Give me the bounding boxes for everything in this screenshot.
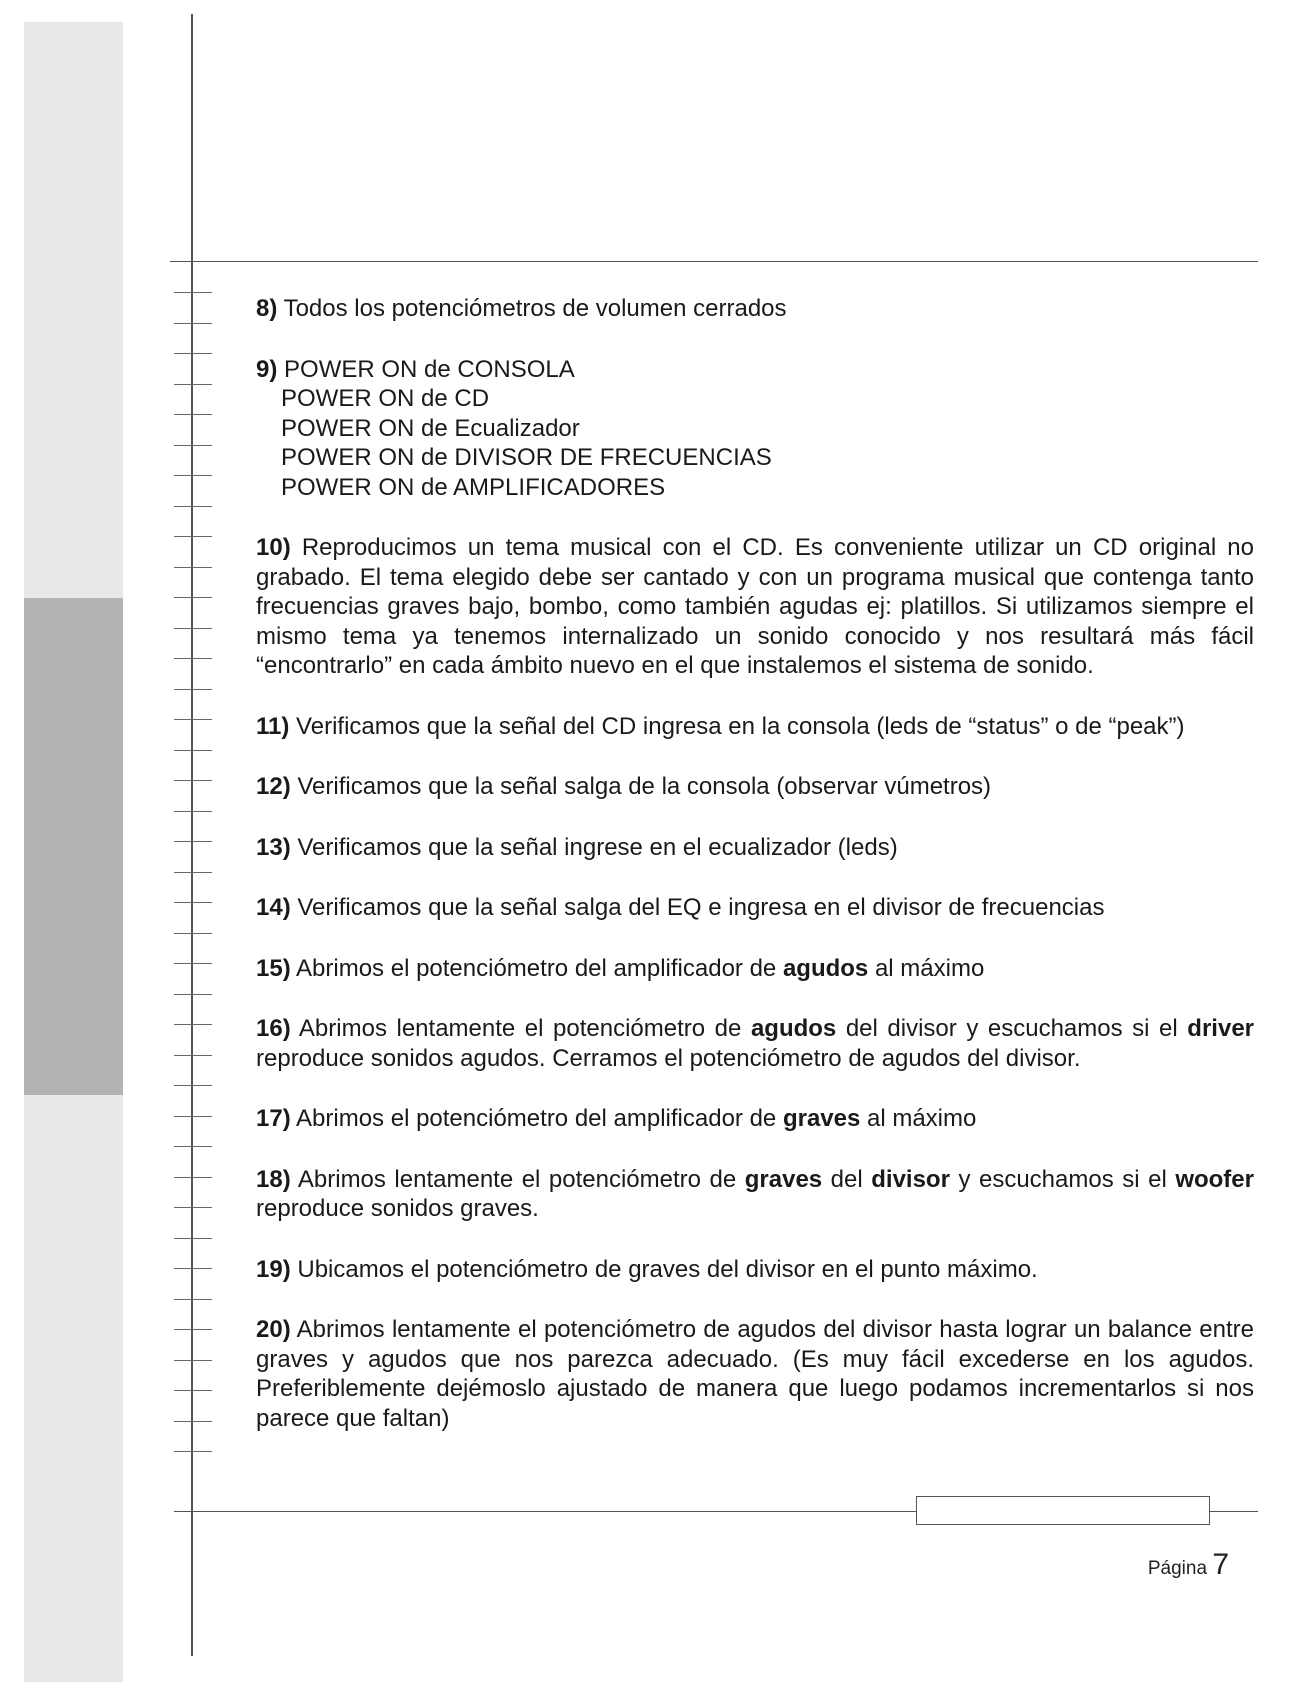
ruler-tick (174, 1390, 212, 1391)
step-number: 11) (256, 712, 290, 740)
step-text: Abrimos el potenciómetro del amplificador de (290, 1105, 783, 1132)
step-8 (256, 294, 1254, 324)
step-17 (256, 1104, 1254, 1134)
ruler-tick (174, 780, 212, 781)
step-text: Verificamos que la señal salga del EQ e ingresa en el divisor de frecuencias (290, 894, 1105, 921)
ruler-tick (174, 536, 212, 537)
step-text: del divisor y escuchamos si el (836, 1015, 1188, 1042)
step-20 (256, 1315, 1254, 1433)
step-11 (256, 712, 1254, 742)
ruler-tick (174, 963, 212, 964)
step-text: Abrimos lentamente el potenciómetro de agudos del divisor hasta lograr un balance entre graves y agudos que nos parezca adecuado. (Es muy fácil excederse en los agudos. Preferiblemente dejémoslo ajustado de manera que luego podamos incrementarlos si nos parece que faltan) (256, 1316, 1254, 1432)
step-text: al máximo (860, 1105, 977, 1132)
ruler-tick (174, 1451, 212, 1452)
step-text: al máximo (868, 954, 985, 982)
step-text: Abrimos lentamente el potenciómetro de (290, 1165, 745, 1193)
ruler-tick (174, 1299, 212, 1300)
step-text: y escuchamos si el (949, 1165, 1176, 1193)
step-12 (256, 772, 1254, 802)
ruler-tick (174, 1085, 212, 1086)
emphasis: graves (782, 1105, 861, 1132)
step-13 (256, 833, 1254, 863)
step-number: 13) (256, 833, 291, 861)
ruler-tick (174, 567, 212, 568)
ruler-tick (174, 353, 212, 354)
ruler-tick (174, 384, 212, 385)
ruler-tick (174, 658, 212, 659)
step-number: 17) (256, 1105, 291, 1132)
ruler-tick (174, 1055, 212, 1056)
ruler-tick (174, 1207, 212, 1208)
step-text: Todos los potenciómetros de volumen cerrados (277, 295, 787, 322)
step-text: Verificamos que la señal salga de la consola (observar vúmetros) (290, 773, 992, 800)
ruler-tick (174, 1024, 212, 1025)
step-10 (256, 533, 1254, 681)
step-number: 9) (256, 355, 278, 383)
ruler-tick (174, 1268, 212, 1269)
ruler-tick (174, 872, 212, 873)
step-text: reproduce sonidos agudos. Cerramos el potenciómetro de agudos del divisor. (256, 1044, 1081, 1072)
ruler-tick (174, 1146, 212, 1147)
emphasis: agudos (782, 954, 869, 982)
page-label: Página (1147, 1558, 1208, 1579)
ruler-tick (174, 1177, 212, 1178)
step-number: 14) (256, 894, 291, 921)
step-number: 16) (256, 1015, 291, 1042)
step-number: 12) (256, 773, 291, 800)
ruler-tick (174, 1329, 212, 1330)
top-rule (170, 261, 1258, 262)
side-accent-block (24, 598, 123, 1095)
step-text: Reproducimos un tema musical con el CD. Es conveniente utilizar un CD original no grabado. El tema elegido debe ser cantado y con un programa musical que contenga tanto frecuencias graves bajo, bombo, como también agudas ej: platillos. Si utilizamos siempre el mismo tema ya tenemos internalizado un sonido conocido y nos resultará más fácil “encontrarlo” en cada ámbito nuevo en el que instalemos el sistema de sonido. (256, 534, 1254, 679)
footer-box (916, 1496, 1210, 1525)
ruler-tick (174, 994, 212, 995)
step-number: 20) (256, 1316, 291, 1343)
step-9 (256, 355, 1254, 503)
step-text: Verificamos que la señal ingrese en el ecualizador (leds) (290, 833, 898, 861)
step-line: POWER ON de CD (281, 385, 490, 412)
step-line: POWER ON de DIVISOR DE FRECUENCIAS (281, 444, 772, 471)
ruler-tick (174, 811, 212, 812)
step-text: reproduce sonidos graves. (256, 1195, 539, 1222)
ruler-tick (174, 750, 212, 751)
ruler-tick (174, 323, 212, 324)
step-line: POWER ON de AMPLIFICADORES (281, 473, 666, 501)
step-19 (256, 1255, 1254, 1285)
step-15 (256, 954, 1254, 984)
page-number (1148, 1548, 1229, 1582)
step-number: 8) (256, 295, 278, 322)
step-18 (256, 1165, 1254, 1224)
step-16 (256, 1014, 1254, 1073)
ruler-tick (174, 841, 212, 842)
step-text: Verificamos que la señal del CD ingresa en la consola (leds de “status” o de “peak”) (289, 712, 1185, 740)
emphasis: woofer (1175, 1165, 1254, 1193)
step-number: 19) (256, 1255, 291, 1283)
step-number: 10) (256, 534, 291, 561)
ruler-tick (174, 506, 212, 507)
ruler-tick (174, 292, 212, 293)
ruler-tick (174, 445, 212, 446)
step-number: 15) (256, 954, 291, 982)
ruler-tick (174, 902, 212, 903)
ruler-tick (174, 475, 212, 476)
step-text: del (822, 1165, 872, 1193)
ruler-tick (174, 1116, 212, 1117)
instruction-list (256, 294, 1254, 1433)
step-text: Ubicamos el potenciómetro de graves del divisor en el punto máximo. (290, 1255, 1038, 1283)
emphasis: graves (744, 1165, 823, 1193)
ruler-tick (174, 1421, 212, 1422)
step-number: 18) (256, 1165, 291, 1193)
emphasis: divisor (871, 1165, 950, 1193)
ruler-tick (174, 628, 212, 629)
ruler-tick (174, 933, 212, 934)
emphasis: driver (1187, 1015, 1254, 1042)
step-14 (256, 893, 1254, 923)
ruler-tick (174, 689, 212, 690)
step-text: Abrimos lentamente el potenciómetro de (290, 1015, 751, 1042)
ruler-tick (174, 719, 212, 720)
page-number-value: 7 (1212, 1548, 1229, 1581)
emphasis: agudos (750, 1015, 837, 1042)
ruler-tick (174, 414, 212, 415)
step-line: POWER ON de Ecualizador (281, 414, 580, 442)
step-text: Abrimos el potenciómetro del amplificador de (290, 954, 783, 982)
ruler-tick (174, 597, 212, 598)
ruler-tick (174, 1238, 212, 1239)
step-line: POWER ON de CONSOLA (284, 355, 575, 383)
ruler-tick (174, 1360, 212, 1361)
